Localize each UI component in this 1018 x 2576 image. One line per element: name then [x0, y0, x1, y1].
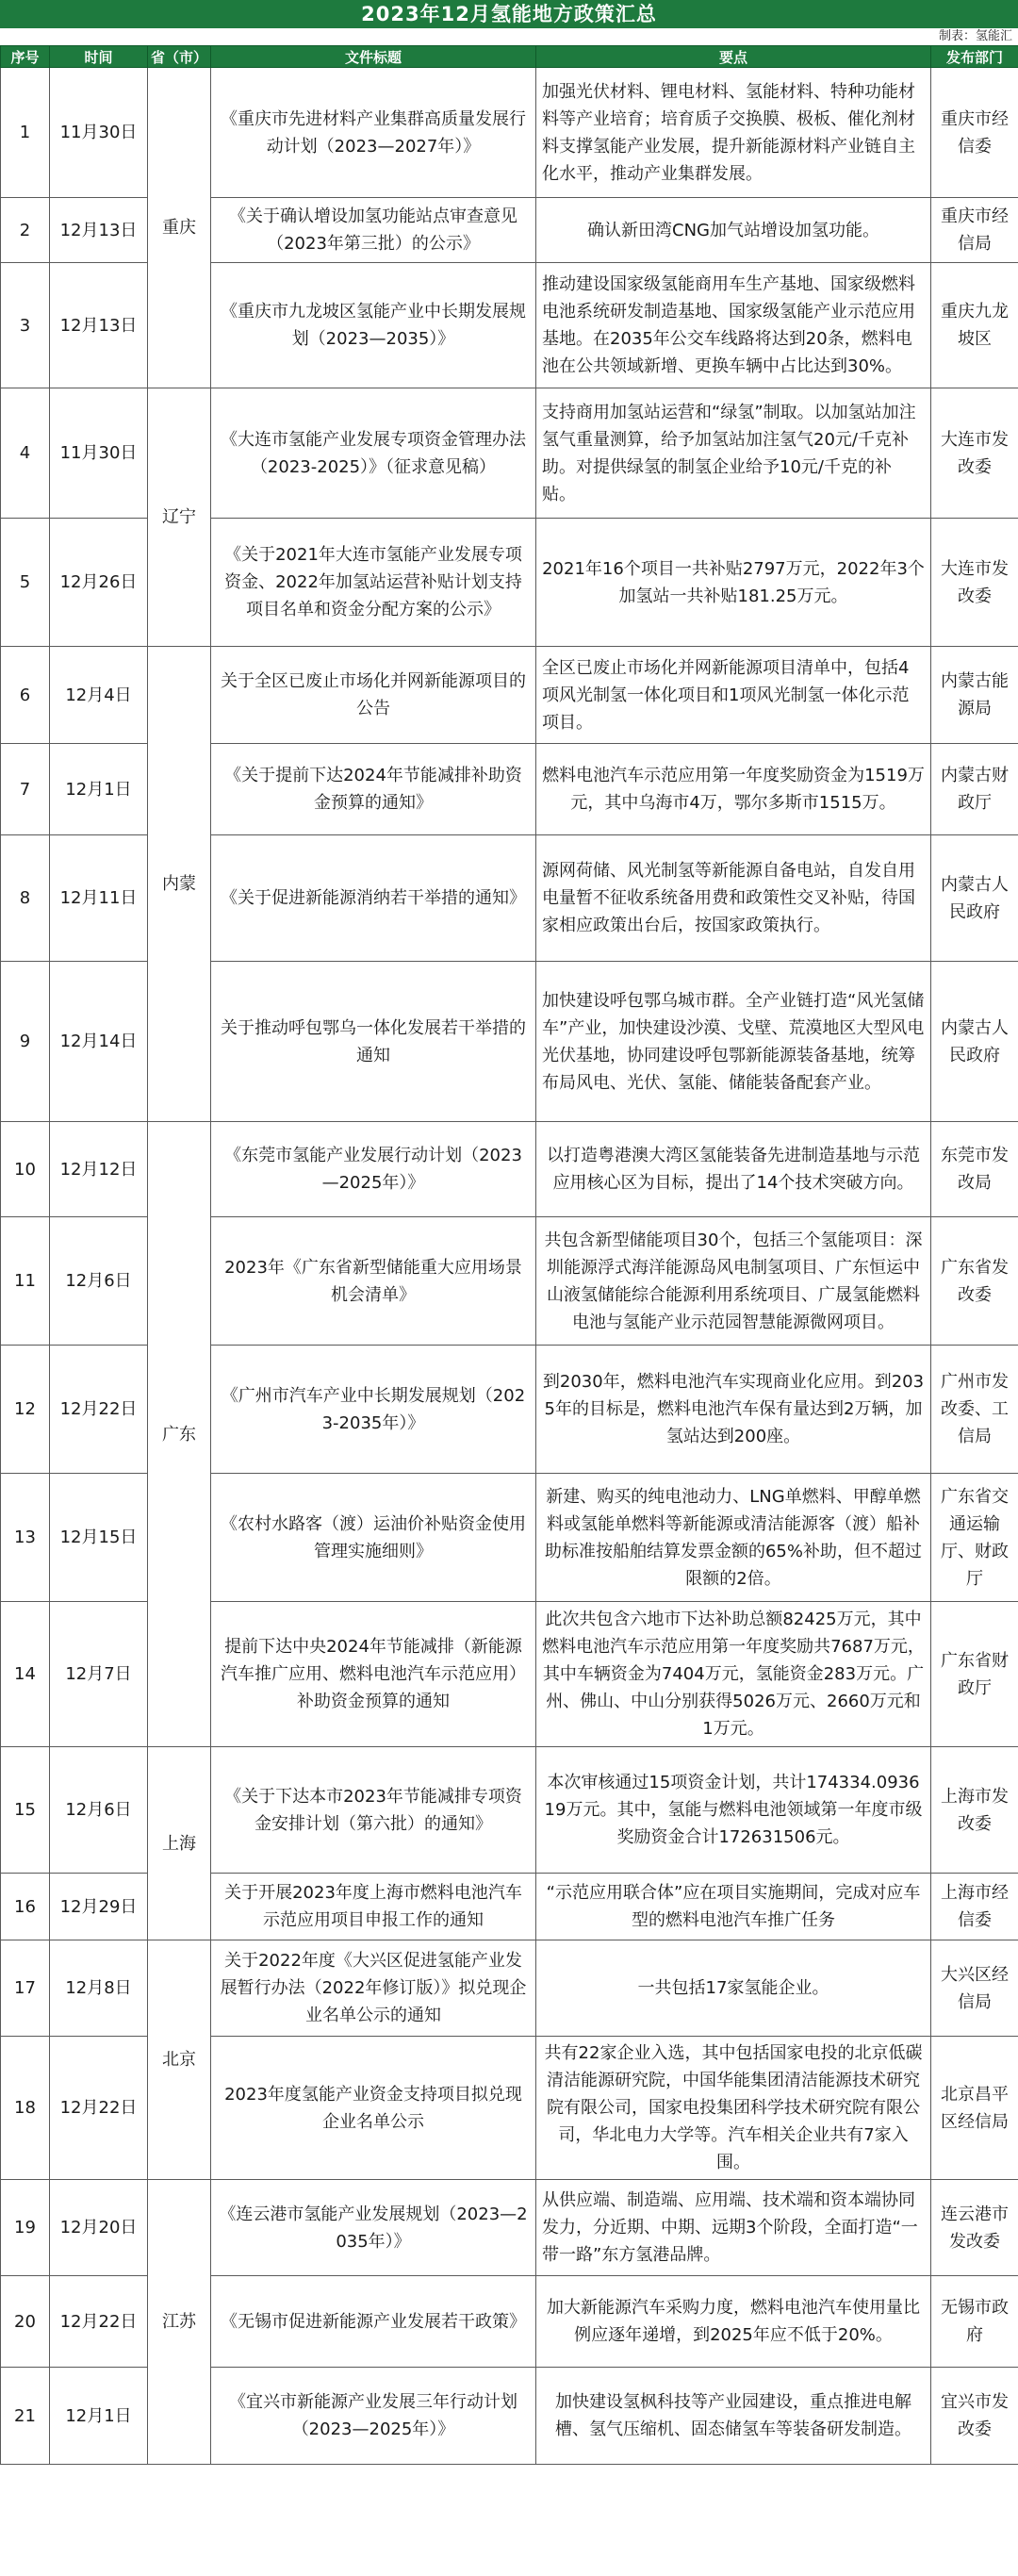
row-key-points: 以打造粤港澳大湾区氢能装备先进制造基地与示范应用核心区为目标，提出了14个技术突破方向。	[536, 1122, 931, 1217]
table-row	[1, 68, 1018, 198]
row-key-points: 燃料电池汽车示范应用第一年度奖励资金为1519万元，其中乌海市4万，鄂尔多斯市1515万。	[536, 744, 931, 835]
row-index: 7	[1, 744, 50, 835]
row-department: 大连市发改委	[931, 519, 1018, 647]
row-index: 19	[1, 2180, 50, 2276]
row-key-points: 一共包括17家氢能企业。	[536, 1940, 931, 2037]
row-date: 12月6日	[50, 1217, 148, 1346]
header-key-points: 要点	[536, 46, 931, 68]
row-date: 12月6日	[50, 1747, 148, 1874]
row-index: 21	[1, 2368, 50, 2465]
table-row	[1, 2180, 1018, 2276]
row-department: 内蒙古人民政府	[931, 835, 1018, 962]
row-file-title: 《重庆市九龙坡区氢能产业中长期发展规划（2023—2035）》	[211, 263, 536, 388]
row-index: 18	[1, 2037, 50, 2180]
row-date: 12月29日	[50, 1874, 148, 1940]
row-department: 重庆九龙坡区	[931, 263, 1018, 388]
row-index: 15	[1, 1747, 50, 1874]
row-date: 12月12日	[50, 1122, 148, 1217]
row-key-points: 到2030年，燃料电池汽车实现商业化应用。到2035年的目标是，燃料电池汽车保有量达到2万辆，加氢站达到200座。	[536, 1346, 931, 1474]
row-index: 20	[1, 2276, 50, 2368]
row-file-title: 关于推动呼包鄂乌一体化发展若干举措的通知	[211, 962, 536, 1122]
row-file-title: 《关于下达本市2023年节能减排专项资金安排计划（第六批）的通知》	[211, 1747, 536, 1874]
row-file-title: 《广州市汽车产业中长期发展规划（2023-2035年）》	[211, 1346, 536, 1474]
row-department: 重庆市经信委	[931, 68, 1018, 198]
row-index: 5	[1, 519, 50, 647]
page-title: 2023年12月氢能地方政策汇总	[0, 0, 1018, 28]
row-date: 12月1日	[50, 744, 148, 835]
table-body	[1, 68, 1018, 2465]
row-file-title: 《关于确认增设加氢功能站点审查意见（2023年第三批）的公示》	[211, 198, 536, 263]
row-file-title: 《农村水路客（渡）运油价补贴资金使用管理实施细则》	[211, 1474, 536, 1602]
row-key-points: 确认新田湾CNG加气站增设加氢功能。	[536, 198, 931, 263]
row-key-points: 推动建设国家级氢能商用车生产基地、国家级燃料电池系统研发制造基地、国家级氢能产业示范应用基地。在2035年公交车线路将达到20条，燃料电池在公共领域新增、更换车辆中占比达到30%。	[536, 263, 931, 388]
row-file-title: 关于2022年度《大兴区促进氢能产业发展暂行办法（2022年修订版）》拟兑现企业名单公示的通知	[211, 1940, 536, 2037]
row-index: 10	[1, 1122, 50, 1217]
row-file-title: 《大连市氢能产业发展专项资金管理办法（2023-2025）》（征求意见稿）	[211, 388, 536, 519]
row-date: 12月13日	[50, 198, 148, 263]
row-department: 内蒙古人民政府	[931, 962, 1018, 1122]
row-key-points: 全区已废止市场化并网新能源项目清单中，包括4项风光制氢一体化项目和1项风光制氢一体化示范项目。	[536, 647, 931, 744]
table-row	[1, 388, 1018, 519]
row-date: 12月22日	[50, 2037, 148, 2180]
row-key-points: 共有22家企业入选，其中包括国家电投的北京低碳清洁能源研究院，中国华能集团清洁能源技术研究院有限公司，国家电投集团科学技术研究院有限公司，华北电力大学等。汽车相关企业共有7家入围。	[536, 2037, 931, 2180]
row-department: 大兴区经信局	[931, 1940, 1018, 2037]
row-date: 12月8日	[50, 1940, 148, 2037]
row-date: 11月30日	[50, 68, 148, 198]
row-department: 广东省交通运输厅、财政厅	[931, 1474, 1018, 1602]
row-department: 内蒙古财政厅	[931, 744, 1018, 835]
row-date: 12月15日	[50, 1474, 148, 1602]
row-province: 辽宁	[148, 388, 211, 647]
row-key-points: “示范应用联合体”应在项目实施期间，完成对应车型的燃料电池汽车推广任务	[536, 1874, 931, 1940]
row-file-title: 提前下达中央2024年节能减排（新能源汽车推广应用、燃料电池汽车示范应用）补助资金预算的通知	[211, 1602, 536, 1747]
row-index: 17	[1, 1940, 50, 2037]
row-key-points: 新建、购买的纯电池动力、LNG单燃料、甲醇单燃料或氢能单燃料等新能源或清洁能源客（渡）船补助标准按船舶结算发票金额的65%补助，但不超过限额的2倍。	[536, 1474, 931, 1602]
row-province: 重庆	[148, 68, 211, 388]
row-date: 12月1日	[50, 2368, 148, 2465]
row-key-points: 支持商用加氢站运营和“绿氢”制取。以加氢站加注氢气重量测算，给予加氢站加注氢气20元/千克补助。对提供绿氢的制氢企业给予10元/千克的补贴。	[536, 388, 931, 519]
row-key-points: 加快建设呼包鄂乌城市群。全产业链打造“风光氢储车”产业，加快建设沙漠、戈壁、荒漠地区大型风电光伏基地，协同建设呼包鄂新能源装备基地，统筹布局风电、光伏、氢能、储能装备配套产业。	[536, 962, 931, 1122]
row-date: 12月7日	[50, 1602, 148, 1747]
row-date: 12月4日	[50, 647, 148, 744]
row-index: 8	[1, 835, 50, 962]
row-index: 3	[1, 263, 50, 388]
row-department: 广东省财政厅	[931, 1602, 1018, 1747]
row-key-points: 从供应端、制造端、应用端、技术端和资本端协同发力，分近期、中期、远期3个阶段，全面打造“一带一路”东方氢港品牌。	[536, 2180, 931, 2276]
row-date: 12月26日	[50, 519, 148, 647]
row-index: 12	[1, 1346, 50, 1474]
policy-table	[0, 45, 1018, 2465]
row-key-points: 加强光伏材料、锂电材料、氢能材料、特种功能材料等产业培育；培育质子交换膜、极板、催化剂材料支撑氢能产业发展，提升新能源材料产业链自主化水平，推动产业集群发展。	[536, 68, 931, 198]
row-index: 2	[1, 198, 50, 263]
row-file-title: 《连云港市氢能产业发展规划（2023—2035年）》	[211, 2180, 536, 2276]
row-date: 12月22日	[50, 1346, 148, 1474]
header-file-title: 文件标题	[211, 46, 536, 68]
row-file-title: 《重庆市先进材料产业集群高质量发展行动计划（2023—2027年）》	[211, 68, 536, 198]
table-row	[1, 1940, 1018, 2037]
row-file-title: 2023年度氢能产业资金支持项目拟兑现企业名单公示	[211, 2037, 536, 2180]
row-date: 12月13日	[50, 263, 148, 388]
row-key-points: 2021年16个项目一共补贴2797万元，2022年3个加氢站一共补贴181.25万元。	[536, 519, 931, 647]
row-key-points: 共包含新型储能项目30个，包括三个氢能项目：深圳能源浮式海洋能源岛风电制氢项目、广东恒运中山液氢储能综合能源利用系统项目、广晟氢能燃料电池与氢能产业示范园智慧能源微网项目。	[536, 1217, 931, 1346]
table-row	[1, 1122, 1018, 1217]
row-province: 广东	[148, 1122, 211, 1747]
row-file-title: 2023年《广东省新型储能重大应用场景机会清单》	[211, 1217, 536, 1346]
row-index: 6	[1, 647, 50, 744]
row-date: 12月11日	[50, 835, 148, 962]
row-date: 12月14日	[50, 962, 148, 1122]
row-department: 内蒙古能源局	[931, 647, 1018, 744]
row-file-title: 《无锡市促进新能源产业发展若干政策》	[211, 2276, 536, 2368]
row-index: 11	[1, 1217, 50, 1346]
row-department: 重庆市经信局	[931, 198, 1018, 263]
row-department: 广州市发改委、工信局	[931, 1346, 1018, 1474]
table-header-row	[1, 46, 1018, 68]
row-department: 大连市发改委	[931, 388, 1018, 519]
table-row	[1, 1747, 1018, 1874]
row-file-title: 关于全区已废止市场化并网新能源项目的公告	[211, 647, 536, 744]
row-province: 内蒙	[148, 647, 211, 1122]
header-date: 时间	[50, 46, 148, 68]
row-province: 北京	[148, 1940, 211, 2180]
row-date: 11月30日	[50, 388, 148, 519]
row-index: 14	[1, 1602, 50, 1747]
row-key-points: 此次共包含六地市下达补助总额82425万元，其中燃料电池汽车示范应用第一年度奖励共7687万元，其中车辆资金为7404万元，氢能资金283万元。广州、佛山、中山分别获得5026万元、2660万元和1万元。	[536, 1602, 931, 1747]
row-key-points: 源网荷储、风光制氢等新能源自备电站，自发自用电量暂不征收系统备用费和政策性交叉补贴，待国家相应政策出台后，按国家政策执行。	[536, 835, 931, 962]
row-key-points: 本次审核通过15项资金计划，共计174334.093619万元。其中，氢能与燃料电池领域第一年度市级奖励资金合计172631506元。	[536, 1747, 931, 1874]
row-index: 4	[1, 388, 50, 519]
row-department: 上海市发改委	[931, 1747, 1018, 1874]
row-department: 连云港市发改委	[931, 2180, 1018, 2276]
row-department: 无锡市政府	[931, 2276, 1018, 2368]
row-key-points: 加快建设氢枫科技等产业园建设，重点推进电解槽、氢气压缩机、固态储氢车等装备研发制造。	[536, 2368, 931, 2465]
row-index: 1	[1, 68, 50, 198]
row-department: 广东省发改委	[931, 1217, 1018, 1346]
row-index: 13	[1, 1474, 50, 1602]
row-key-points: 加大新能源汽车采购力度，燃料电池汽车使用量比例应逐年递增，到2025年应不低于20%。	[536, 2276, 931, 2368]
row-department: 东莞市发改局	[931, 1122, 1018, 1217]
row-date: 12月20日	[50, 2180, 148, 2276]
row-province: 上海	[148, 1747, 211, 1940]
table-maker-note: 制表：氢能汇	[938, 29, 1012, 43]
row-index: 9	[1, 962, 50, 1122]
row-file-title: 《东莞市氢能产业发展行动计划（2023—2025年）》	[211, 1122, 536, 1217]
table-row	[1, 647, 1018, 744]
header-province: 省（市）	[148, 46, 211, 68]
row-index: 16	[1, 1874, 50, 1940]
row-file-title: 《关于2021年大连市氢能产业发展专项资金、2022年加氢站运营补贴计划支持项目名单和资金分配方案的公示》	[211, 519, 536, 647]
header-department: 发布部门	[931, 46, 1018, 68]
header-index: 序号	[1, 46, 50, 68]
row-file-title: 《宜兴市新能源产业发展三年行动计划（2023—2025年）》	[211, 2368, 536, 2465]
row-file-title: 《关于促进新能源消纳若干举措的通知》	[211, 835, 536, 962]
row-date: 12月22日	[50, 2276, 148, 2368]
row-file-title: 《关于提前下达2024年节能减排补助资金预算的通知》	[211, 744, 536, 835]
row-file-title: 关于开展2023年度上海市燃料电池汽车示范应用项目申报工作的通知	[211, 1874, 536, 1940]
row-department: 宜兴市发改委	[931, 2368, 1018, 2465]
row-department: 北京昌平区经信局	[931, 2037, 1018, 2180]
row-department: 上海市经信委	[931, 1874, 1018, 1940]
row-province: 江苏	[148, 2180, 211, 2465]
